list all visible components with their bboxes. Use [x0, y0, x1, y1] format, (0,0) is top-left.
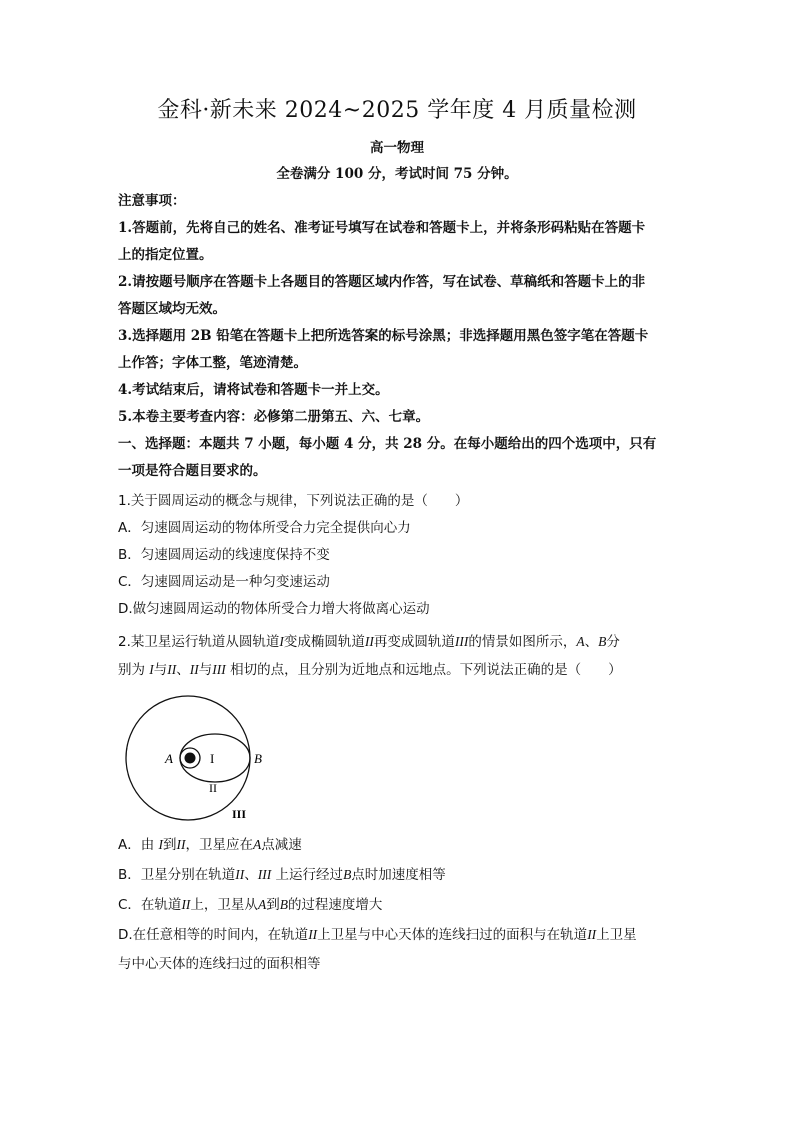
note-item: 答题区域均无效。	[118, 301, 226, 317]
option-a: A．匀速圆周运动的物体所受合力完全提供向心力	[118, 520, 411, 536]
notes-section	[118, 188, 678, 485]
option-c: C．匀速圆周运动是一种匀变速运动	[118, 574, 330, 590]
question-2-options	[118, 830, 678, 979]
question-stem-line: 2.某卫星运行轨道从圆轨道I变成椭圆轨道II再变成圆轨道III的情景如图所示，A、B分	[118, 634, 620, 650]
option-d: D.在任意相等的时间内，在轨道II上卫星与中心天体的连线扫过的面积与在轨道II上卫星	[118, 927, 637, 943]
section-heading: 一、选择题：本题共 7 小题，每小题 4 分，共 28 分。在每小题给出的四个选项中，只有	[118, 436, 657, 452]
score-time-info: 全卷满分 100 分，考试时间 75 分钟。	[276, 166, 518, 182]
option-d-continued: 与中心天体的连线扫过的面积相等	[118, 956, 321, 972]
orbit-3-label: III	[232, 807, 247, 821]
note-item: 1.答题前，先将自己的姓名、准考证号填写在试卷和答题卡上，并将条形码粘贴在答题卡	[118, 220, 646, 236]
question-1	[118, 488, 678, 623]
subject-label: 高一物理	[370, 140, 424, 156]
central-body-icon	[185, 753, 196, 764]
note-item: 2.请按题号顺序在答题卡上各题目的答题区域内作答，写在试卷、草稿纸和答题卡上的非	[118, 274, 646, 290]
option-b: B．卫星分别在轨道II、III 上运行经过B点时加速度相等	[118, 867, 446, 883]
option-d: D.做匀速圆周运动的物体所受合力增大将做离心运动	[118, 601, 430, 617]
question-stem: 1.关于圆周运动的概念与规律，下列说法正确的是（ ）	[118, 493, 469, 509]
question-stem-line: 别为 I与II、II与III 相切的点，且分别为近地点和远地点。下列说法正确的是（ ）	[118, 662, 622, 678]
option-c: C．在轨道II上，卫星从A到B的过程速度增大	[118, 897, 383, 913]
section-heading: 一项是符合题目要求的。	[118, 463, 267, 479]
point-b-label: B	[254, 751, 262, 766]
point-a-label: A	[165, 751, 173, 766]
note-item: 4.考试结束后，请将试卷和答题卡一并上交。	[118, 382, 389, 398]
question-2-stem	[118, 628, 678, 684]
note-item: 3.选择题用 2B 铅笔在答题卡上把所选答案的标号涂黑；非选择题用黑色签字笔在答题卡	[118, 328, 649, 344]
note-item: 上作答；字体工整，笔迹清楚。	[118, 355, 307, 371]
orbit-2-label: II	[209, 781, 217, 795]
note-item: 上的指定位置。	[118, 247, 213, 263]
note-item: 5.本卷主要考查内容：必修第二册第五、六、七章。	[118, 409, 430, 425]
notes-heading: 注意事项：	[118, 193, 186, 209]
orbit-1-label: I	[210, 751, 215, 766]
orbit-diagram	[118, 694, 278, 824]
page-title: 金科·新未来 2024~2025 学年度 4 月质量检测	[157, 98, 637, 123]
option-a: A．由 I到II，卫星应在A点减速	[118, 837, 302, 853]
option-b: B．匀速圆周运动的线速度保持不变	[118, 547, 330, 563]
